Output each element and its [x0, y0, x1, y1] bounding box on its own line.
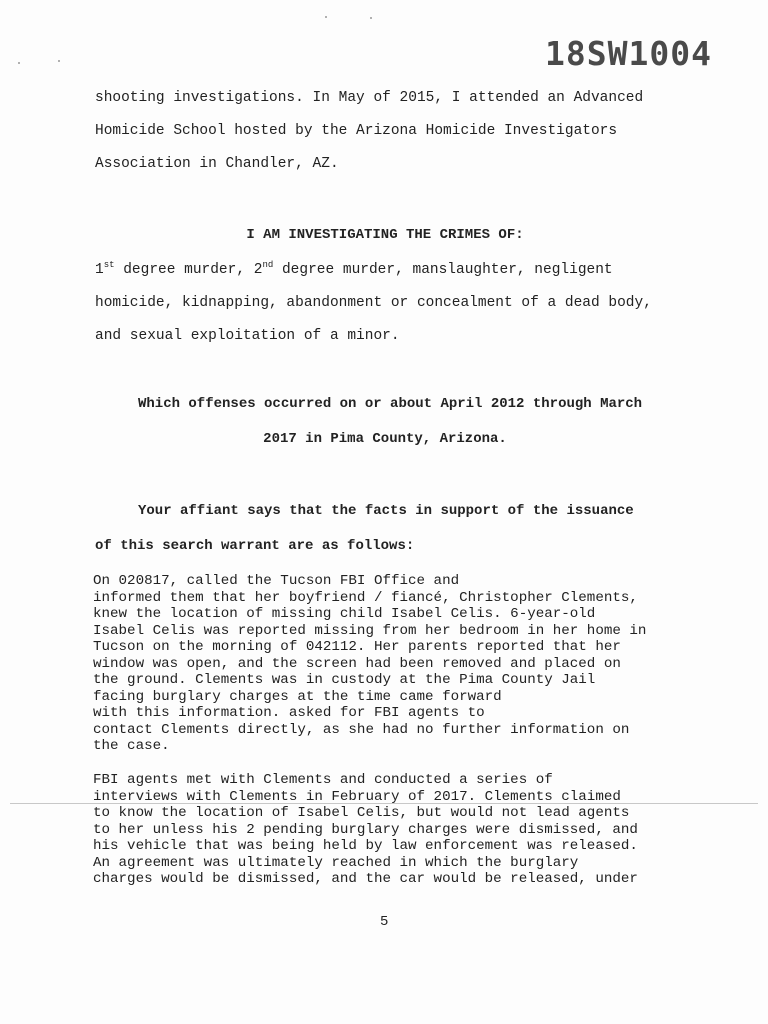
- paragraph-1-line: the case.: [93, 738, 170, 754]
- crimes-first-sup: st: [103, 260, 115, 270]
- paragraph-1-line: window was open, and the screen had been removed and placed on: [93, 655, 621, 672]
- intro-line-3: Association in Chandler, AZ.: [95, 156, 339, 172]
- paragraph-1-line: informed them that her boyfriend / fiancé, Christopher Clements,: [93, 589, 638, 606]
- crimes-heading: I AM INVESTIGATING THE CRIMES OF:: [246, 227, 524, 243]
- paragraph-1-line: contact Clements directly, as she had no further information on: [93, 721, 630, 738]
- crimes-first-num: 1: [95, 262, 104, 278]
- paragraph-2-line: FBI agents met with Clements and conducted a series of: [93, 772, 553, 788]
- paragraph-1-line: Isabel Celis was reported missing from her bedroom in her home in: [93, 622, 647, 639]
- paragraph-2-line: to her unless his 2 pending burglary charges were dismissed, and: [93, 821, 638, 838]
- crimes-second-text: degree murder, manslaughter, negligent: [273, 262, 613, 278]
- paragraph-1-line: facing burglary charges at the time came forward: [93, 688, 502, 705]
- case-number-stamp: 18SW1004: [545, 34, 712, 73]
- scan-fold-line: [10, 803, 758, 804]
- paragraph-2-line: An agreement was ultimately reached in which the burglary: [93, 854, 579, 871]
- page-number: 5: [380, 914, 389, 930]
- scan-speck: [370, 17, 372, 19]
- affiant-line-1: Your affiant says that the facts in support of the issuance: [138, 503, 634, 519]
- paragraph-1-line: the ground. Clements was in custody at the Pima County Jail: [93, 672, 596, 688]
- paragraph-1-line: Tucson on the morning of 042112. Her parents reported that her: [93, 639, 621, 655]
- offenses-line-2: 2017 in Pima County, Arizona.: [263, 431, 507, 447]
- scan-speck: [58, 60, 60, 62]
- affiant-line-2: of this search warrant are as follows:: [95, 538, 415, 554]
- crimes-line-3: and sexual exploitation of a minor.: [95, 328, 400, 344]
- paragraph-2-line: his vehicle that was being held by law enforcement was released.: [93, 838, 638, 854]
- scan-speck: [18, 62, 20, 64]
- paragraph-1-line: On 020817, called the Tucson FBI Office and: [93, 573, 460, 589]
- crimes-line-2: homicide, kidnapping, abandonment or concealment of a dead body,: [95, 295, 652, 311]
- paragraph-2-line: interviews with Clements in February of 2017. Clements claimed: [93, 788, 621, 805]
- paragraph-2-line: to know the location of Isabel Celis, but would not lead agents: [93, 805, 630, 821]
- offenses-line-1: Which offenses occurred on or about April 2012 through March: [138, 396, 643, 412]
- paragraph-1-line: knew the location of missing child Isabel Celis. 6-year-old: [93, 606, 596, 622]
- intro-line-1: shooting investigations. In May of 2015, I attended an Advanced: [95, 90, 644, 106]
- crimes-first-text: degree murder, 2: [114, 262, 263, 278]
- paragraph-2-line: charges would be dismissed, and the car would be released, under: [93, 871, 638, 887]
- paragraph-1-line: with this information. asked for FBI agents to: [93, 705, 485, 721]
- crimes-line-1: [95, 262, 613, 278]
- crimes-second-sup: nd: [262, 260, 274, 270]
- intro-line-2: Homicide School hosted by the Arizona Homicide Investigators: [95, 123, 618, 139]
- scan-speck: [325, 16, 327, 18]
